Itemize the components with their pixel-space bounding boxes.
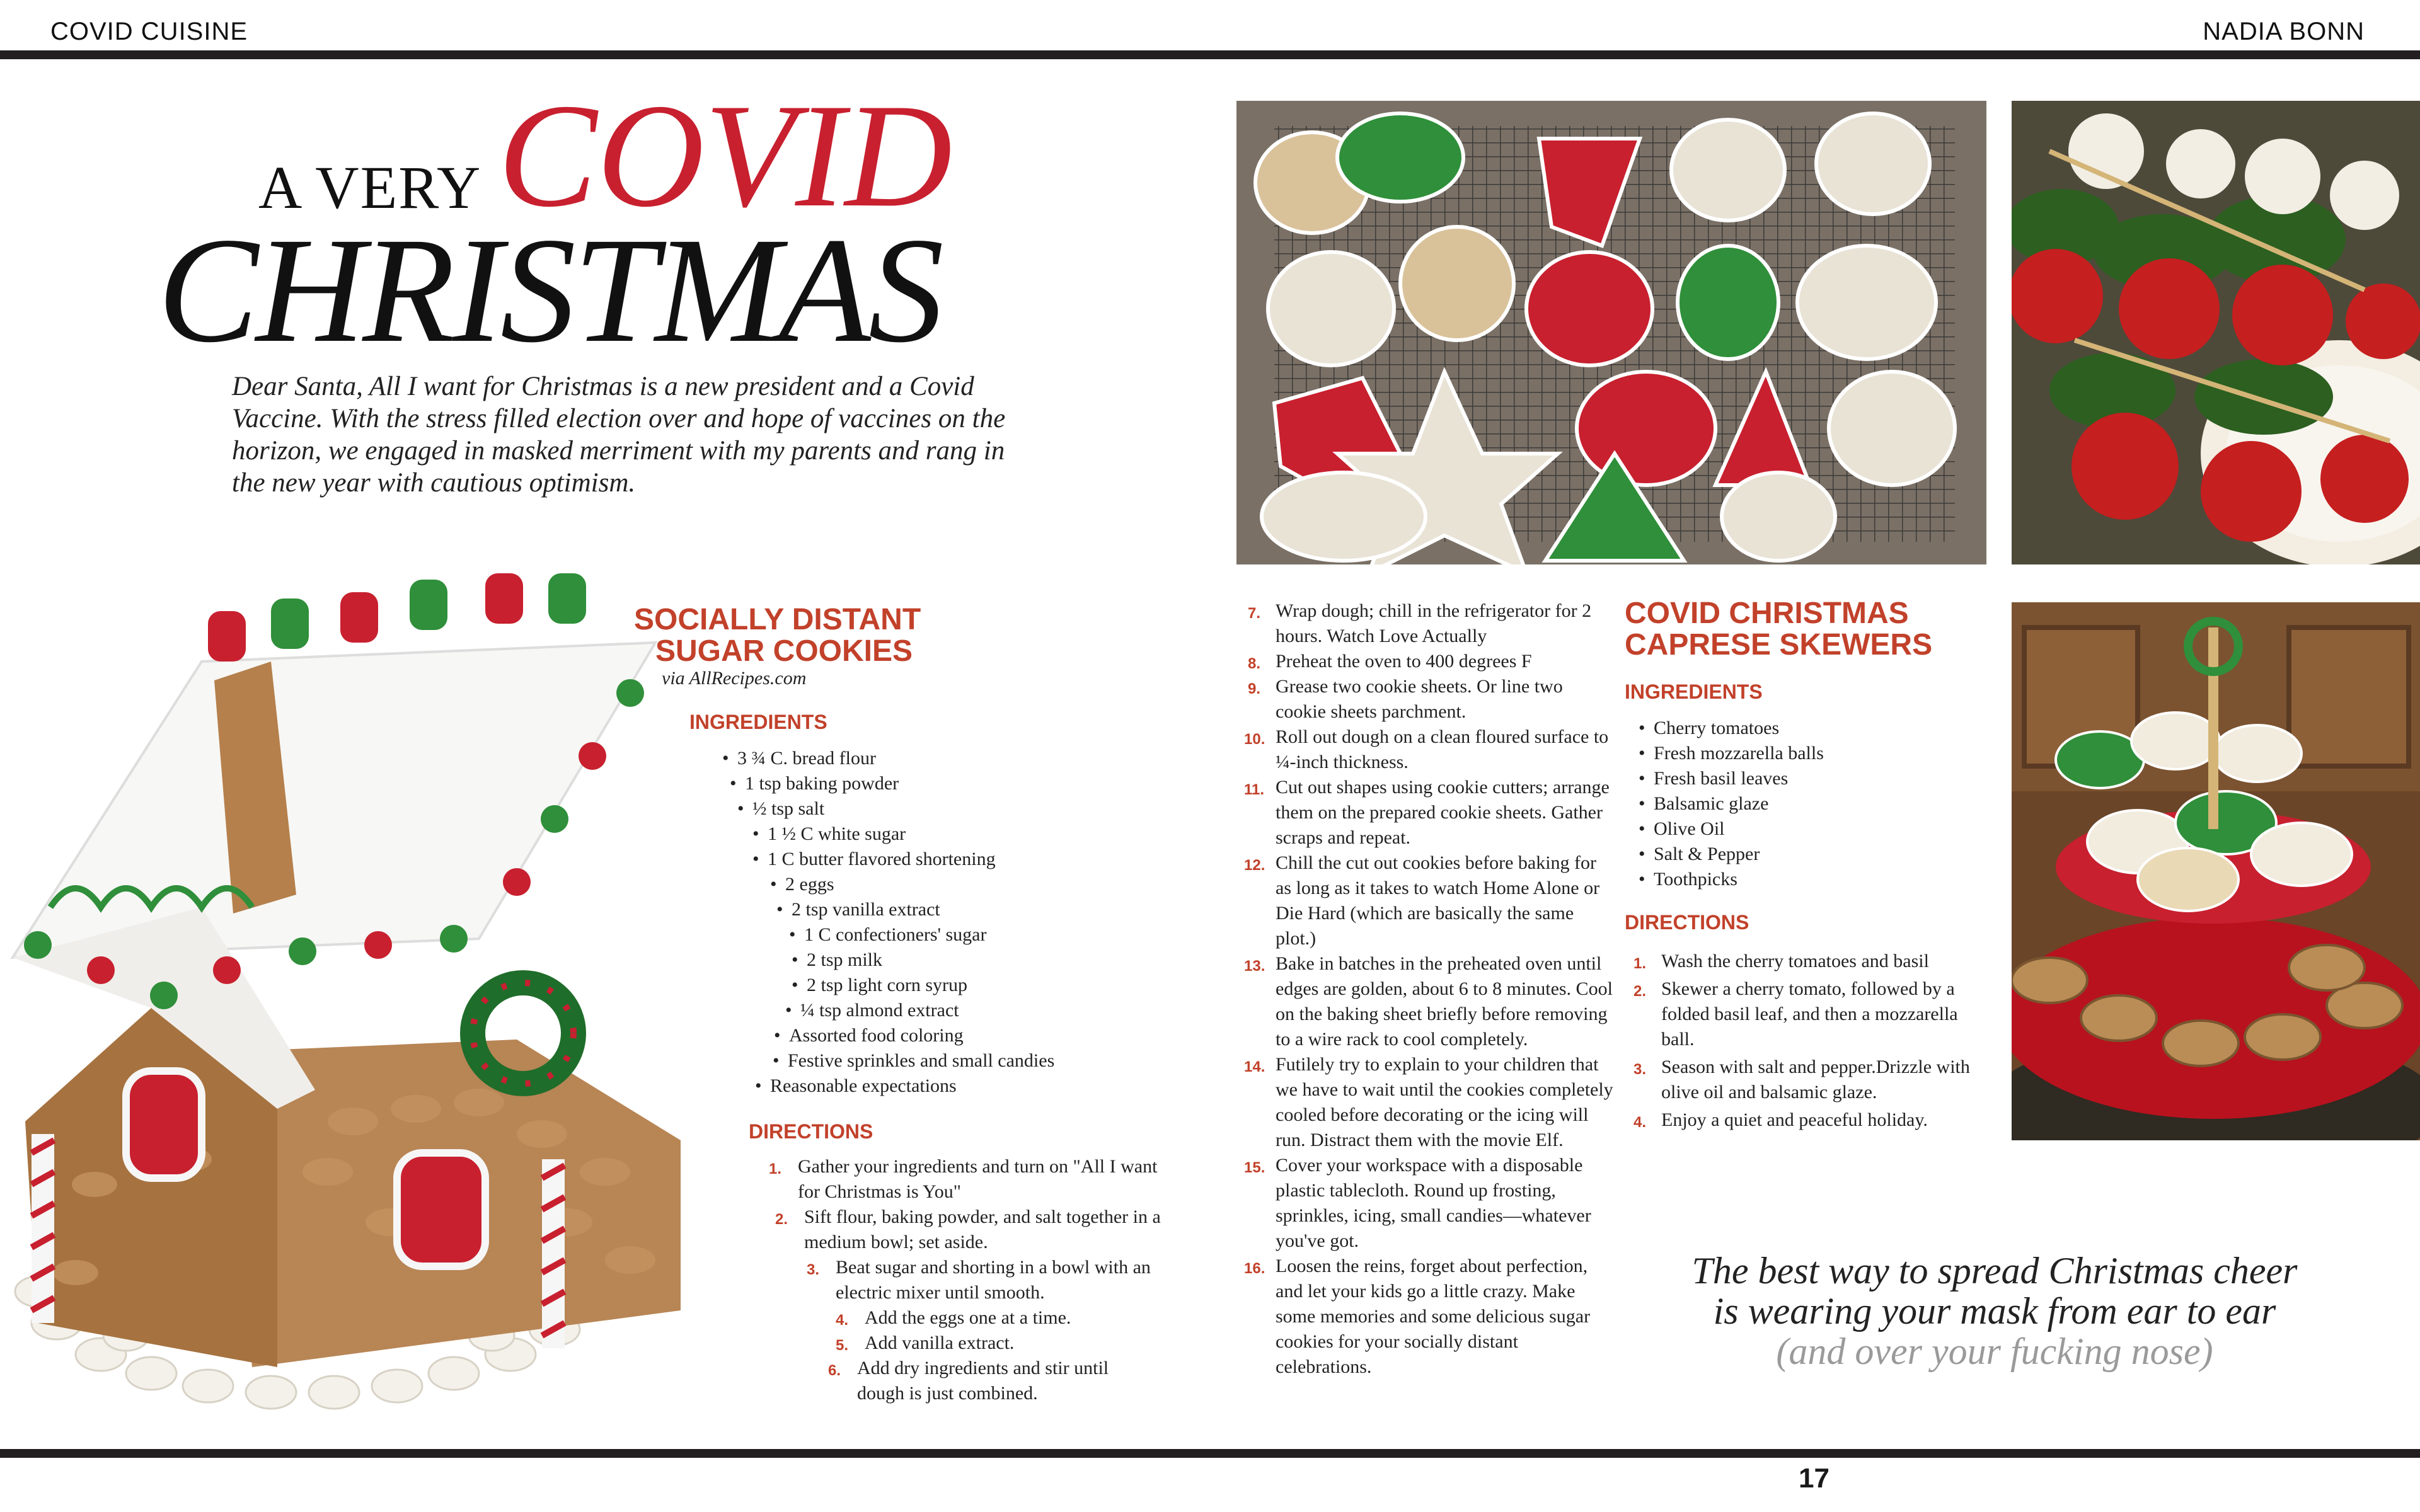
step-number: 3. — [807, 1261, 820, 1278]
list-item — [828, 1356, 1153, 1406]
list-item: • Olive Oil — [1654, 816, 1824, 842]
caprese-ingredients-list — [1654, 716, 1824, 892]
step-text: Cover your workspace with a disposable plastic tablecloth. Round up frosting, sprinkles, icing, small candies—whatever you've got. — [1276, 1155, 1591, 1251]
list-item — [1244, 724, 1616, 775]
caprese-directions-heading: DIRECTIONS — [1625, 911, 1749, 934]
section-label: COVID CUISINE — [50, 18, 248, 45]
step-number: 11. — [1244, 781, 1265, 798]
step-number: 2. — [1634, 983, 1647, 1000]
list-item: • 2 tsp vanilla extract — [792, 897, 1054, 922]
list-item: • Toothpicks — [1654, 867, 1824, 892]
list-item: • 1 C confectioners' sugar — [804, 922, 1054, 948]
step-text: Add vanilla extract. — [865, 1332, 1015, 1353]
quote-line-2: is wearing your mask from ear to ear — [1713, 1290, 2276, 1332]
step-number: 16. — [1244, 1260, 1265, 1277]
step-number: 4. — [1634, 1114, 1647, 1131]
list-item — [1248, 649, 1616, 674]
list-item — [1244, 1254, 1616, 1380]
top-rule — [0, 50, 2420, 59]
step-number: 14. — [1244, 1058, 1265, 1075]
title-a-very: A VERY — [258, 154, 482, 221]
list-item: • Balsamic glaze — [1654, 791, 1824, 816]
list-item — [1634, 1108, 1989, 1133]
step-text: Chill the cut out cookies before baking for as long as it takes to watch Home Alone or Die Hard (which are basically the same plot.) — [1276, 852, 1600, 949]
list-item — [775, 1205, 1182, 1255]
cookies-directions-list-a — [0, 1154, 1182, 1406]
step-number: 13. — [1244, 958, 1265, 975]
step-number: 3. — [1634, 1061, 1647, 1078]
list-item — [807, 1255, 1163, 1305]
step-text: Bake in batches in the preheated oven until edges are golden, about 6 to 8 minutes. Cool on the baking sheet briefly before removing to a wire rack to cool completely. — [1276, 953, 1613, 1050]
list-item — [1634, 1055, 1989, 1105]
step-text: Preheat the oven to 400 degrees F — [1276, 651, 1532, 672]
quote-line-3: (and over your fucking nose) — [1776, 1331, 2213, 1372]
step-number: 5. — [836, 1337, 849, 1354]
cookie-stand-photo — [2012, 602, 2420, 1140]
step-number: 15. — [1244, 1159, 1265, 1176]
cookies-title-line1: SOCIALLY DISTANT — [634, 603, 921, 636]
step-text: Wash the cherry tomatoes and basil — [1661, 951, 1929, 971]
author-name: NADIA BONN — [2203, 18, 2365, 45]
step-number: 8. — [1248, 655, 1261, 672]
cookies-directions-heading: DIRECTIONS — [749, 1120, 873, 1143]
title-covid: COVID — [498, 74, 953, 238]
step-text: Gather your ingredients and turn on "All I want for Christmas is You" — [798, 1156, 1158, 1202]
step-number: 1. — [1634, 955, 1647, 972]
page-number: 17 — [1799, 1463, 1829, 1494]
step-text: Futilely try to explain to your children that we have to wait until the cookies completely cooled before decorating or the icing will run. Distract them with the movie Elf. — [1276, 1054, 1613, 1150]
cookies-ingredients-list — [737, 746, 1054, 1099]
step-number: 6. — [828, 1362, 841, 1379]
bottom-rule — [0, 1449, 2420, 1458]
caprese-title-line2: CAPRESE SKEWERS — [1625, 628, 1933, 662]
step-number: 1. — [769, 1160, 782, 1177]
step-text: Skewer a cherry tomato, followed by a folded basil leaf, and then a mozzarella ball. — [1661, 978, 1958, 1050]
list-item: • 2 tsp light corn syrup — [807, 973, 1054, 998]
step-text: Season with salt and pepper.Drizzle with olive oil and balsamic glaze. — [1661, 1057, 1970, 1102]
list-item — [769, 1154, 1176, 1205]
list-item — [1634, 976, 1989, 1052]
list-item: • 1 C butter flavored shortening — [768, 847, 1054, 872]
step-text: Grease two cookie sheets. Or line two cookie sheets parchment. — [1276, 676, 1563, 722]
step-number: 4. — [836, 1312, 849, 1329]
list-item: • Salt & Pepper — [1654, 842, 1824, 867]
caprese-directions-list — [1634, 949, 1989, 1133]
step-number: 10. — [1244, 731, 1265, 748]
intro-paragraph: Dear Santa, All I want for Christmas is a new president and a Covid Vaccine. With the stress filled election over and hope of vaccines on the horizon, we engaged in masked merriment with my parents and rang in the new year with cautious optimism. — [232, 372, 1006, 498]
list-item — [1248, 674, 1616, 724]
list-item — [836, 1331, 1180, 1356]
list-item: • Festive sprinkles and small candies — [788, 1048, 1054, 1074]
list-item — [1244, 1052, 1616, 1153]
step-number: 2. — [775, 1211, 788, 1228]
list-item: • 3 ¾ C. bread flour — [737, 746, 1054, 771]
cookies-directions-list-b — [1244, 598, 1616, 1380]
title-christmas: CHRISTMAS — [158, 206, 942, 374]
list-item — [1244, 1153, 1616, 1254]
step-text: Beat sugar and shorting in a bowl with an electric mixer until smooth. — [836, 1257, 1151, 1303]
list-item — [1244, 951, 1616, 1052]
list-item: • 1 ½ C white sugar — [768, 822, 1054, 847]
quote-line-1: The best way to spread Christmas cheer — [1691, 1250, 2298, 1292]
caprese-title-line1: COVID CHRISTMAS — [1625, 597, 1909, 630]
caprese-ingredients-heading: INGREDIENTS — [1625, 680, 1763, 703]
list-item: • Cherry tomatoes — [1654, 716, 1824, 741]
list-item — [1244, 850, 1616, 951]
step-text: Loosen the reins, forget about perfection, and let your kids go a little crazy. Make some memories and some delicious sugar cookies for your socially distant celebrations. — [1276, 1256, 1591, 1377]
list-item: • Fresh basil leaves — [1654, 766, 1824, 791]
list-item: • Assorted food coloring — [789, 1023, 1054, 1048]
list-item: • Fresh mozzarella balls — [1654, 741, 1824, 766]
list-item: • 2 eggs — [785, 872, 1054, 897]
list-item: • 2 tsp milk — [807, 948, 1054, 973]
step-text: Sift flour, baking powder, and salt together in a medium bowl; set aside. — [804, 1206, 1161, 1252]
cookies-ingredients-heading: INGREDIENTS — [689, 711, 827, 733]
sugar-cookies-photo — [1236, 101, 1986, 564]
step-text: Cut out shapes using cookie cutters; arrange them on the prepared cookie sheets. Gather scraps and repeat. — [1276, 777, 1610, 848]
step-number: 7. — [1248, 605, 1261, 622]
list-item: • ½ tsp salt — [752, 796, 1054, 822]
list-item: • ¼ tsp almond extract — [800, 998, 1054, 1023]
step-text: Add the eggs one at a time. — [865, 1307, 1071, 1328]
list-item: • Reasonable expectations — [770, 1074, 1054, 1099]
step-number: 12. — [1244, 857, 1265, 874]
list-item — [1248, 598, 1616, 649]
list-item — [1634, 949, 1989, 974]
step-text: Wrap dough; chill in the refrigerator for 2 hours. Watch Love Actually — [1276, 600, 1592, 646]
step-number: 9. — [1248, 680, 1261, 697]
recipe-source: via AllRecipes.com — [662, 668, 807, 689]
list-item — [1244, 775, 1616, 850]
list-item: • 1 tsp baking powder — [745, 771, 1054, 796]
cookies-title-line2: SUGAR COOKIES — [655, 634, 913, 668]
step-text: Add dry ingredients and stir until dough is just combined. — [857, 1358, 1109, 1404]
caprese-skewers-photo — [2012, 101, 2420, 564]
list-item — [836, 1305, 1180, 1331]
step-text: Enjoy a quiet and peaceful holiday. — [1661, 1109, 1928, 1130]
pull-quote — [1613, 1251, 2376, 1372]
step-text: Roll out dough on a clean floured surface to ¼-inch thickness. — [1276, 726, 1609, 772]
